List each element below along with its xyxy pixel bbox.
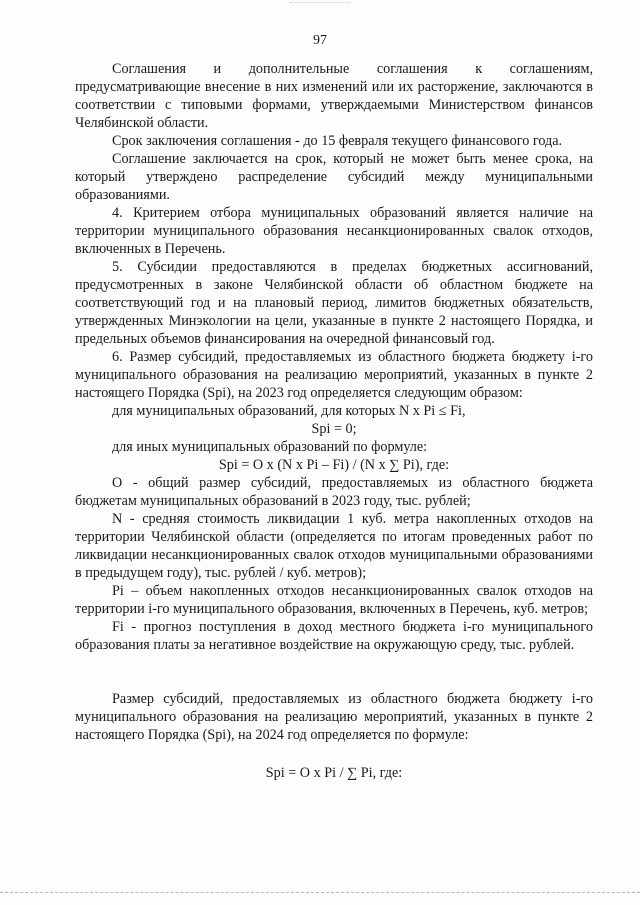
paragraph-agreement-term: Соглашение заключается на срок, который не может быть менее срока, на который утверждено распределение субсидий между муниципальными образованиями. [75,151,593,203]
document-body [75,60,593,782]
formula-2023: Spi = O x (N x Pi – Fi) / (N x ∑ Pi), где: [218,457,450,473]
condition-first: для муниципальных образований, для которых N x Pi ≤ Fi, [112,403,466,419]
page-number: 97 [313,33,327,48]
paragraph-2024: Размер субсидий, предоставляемых из областного бюджета бюджету i-го муниципального образования на реализацию мероприятий, указанных в пункте 2 настоящего Порядка (Spi), на 2024 год определяется по формуле: [75,691,593,743]
formula-2024: Spi = O x Pi / ∑ Pi, где: [265,765,403,781]
scan-bottom-edge [0,892,640,893]
paragraph-item-6: 6. Размер субсидий, предоставляемых из областного бюджета бюджету i-го муниципального образования на реализацию мероприятий, указанных в пункте 2 настоящего Порядка (Spi), на 2023 год определяется следующим образом: [75,349,593,401]
paragraph-item-4: 4. Критерием отбора муниципальных образований является наличие на территории муниципального образования несанкционированных свалок отходов, включенных в Перечень. [75,205,593,257]
paragraph-deadline: Срок заключения соглашения - до 15 февраля текущего финансового года. [112,133,563,149]
condition-other: для иных муниципальных образований по формуле: [112,439,428,455]
formula-zero: Spi = 0; [311,421,357,437]
paragraph-item-5: 5. Субсидии предоставляются в пределах бюджетных ассигнований, предусмотренных в законе Челябинской области об областном бюджете на соответствующий год и на плановый период, лимитов бюджетных обязательств, утвержденных Минэкологии на цели, указанные в пункте 2 настоящего Порядка, и предельных объемов финансирования на очередной финансовый год. [75,259,593,347]
definition-n: N - средняя стоимость ликвидации 1 куб. метра накопленных отходов на территории Челябинской области (определяется по итогам проведенных работ по ликвидации несанкционированных свалок отходов муниципальными образованиями в предыдущем году), тыс. рублей / куб. метров); [75,511,593,581]
definition-o: O - общий размер субсидий, предоставляемых из областного бюджета бюджетам муниципальных образований в 2023 году, тыс. рублей; [75,475,593,509]
definition-pi: Pi – объем накопленных отходов несанкционированных свалок отходов на территории i-го муниципального образования, включенных в Перечень, куб. метров; [75,583,593,617]
scan-top-mark [290,2,350,3]
definition-fi: Fi - прогноз поступления в доход местного бюджета i-го муниципального образования платы за негативное воздействие на окружающую среду, тыс. рублей. [75,619,593,653]
paragraph-agreements: Соглашения и дополнительные соглашения к соглашениям, предусматривающие внесение в них изменений или их расторжение, заключаются в соответствии с типовыми формами, утверждаемыми Министерством финансов Челябинской области. [75,61,593,131]
